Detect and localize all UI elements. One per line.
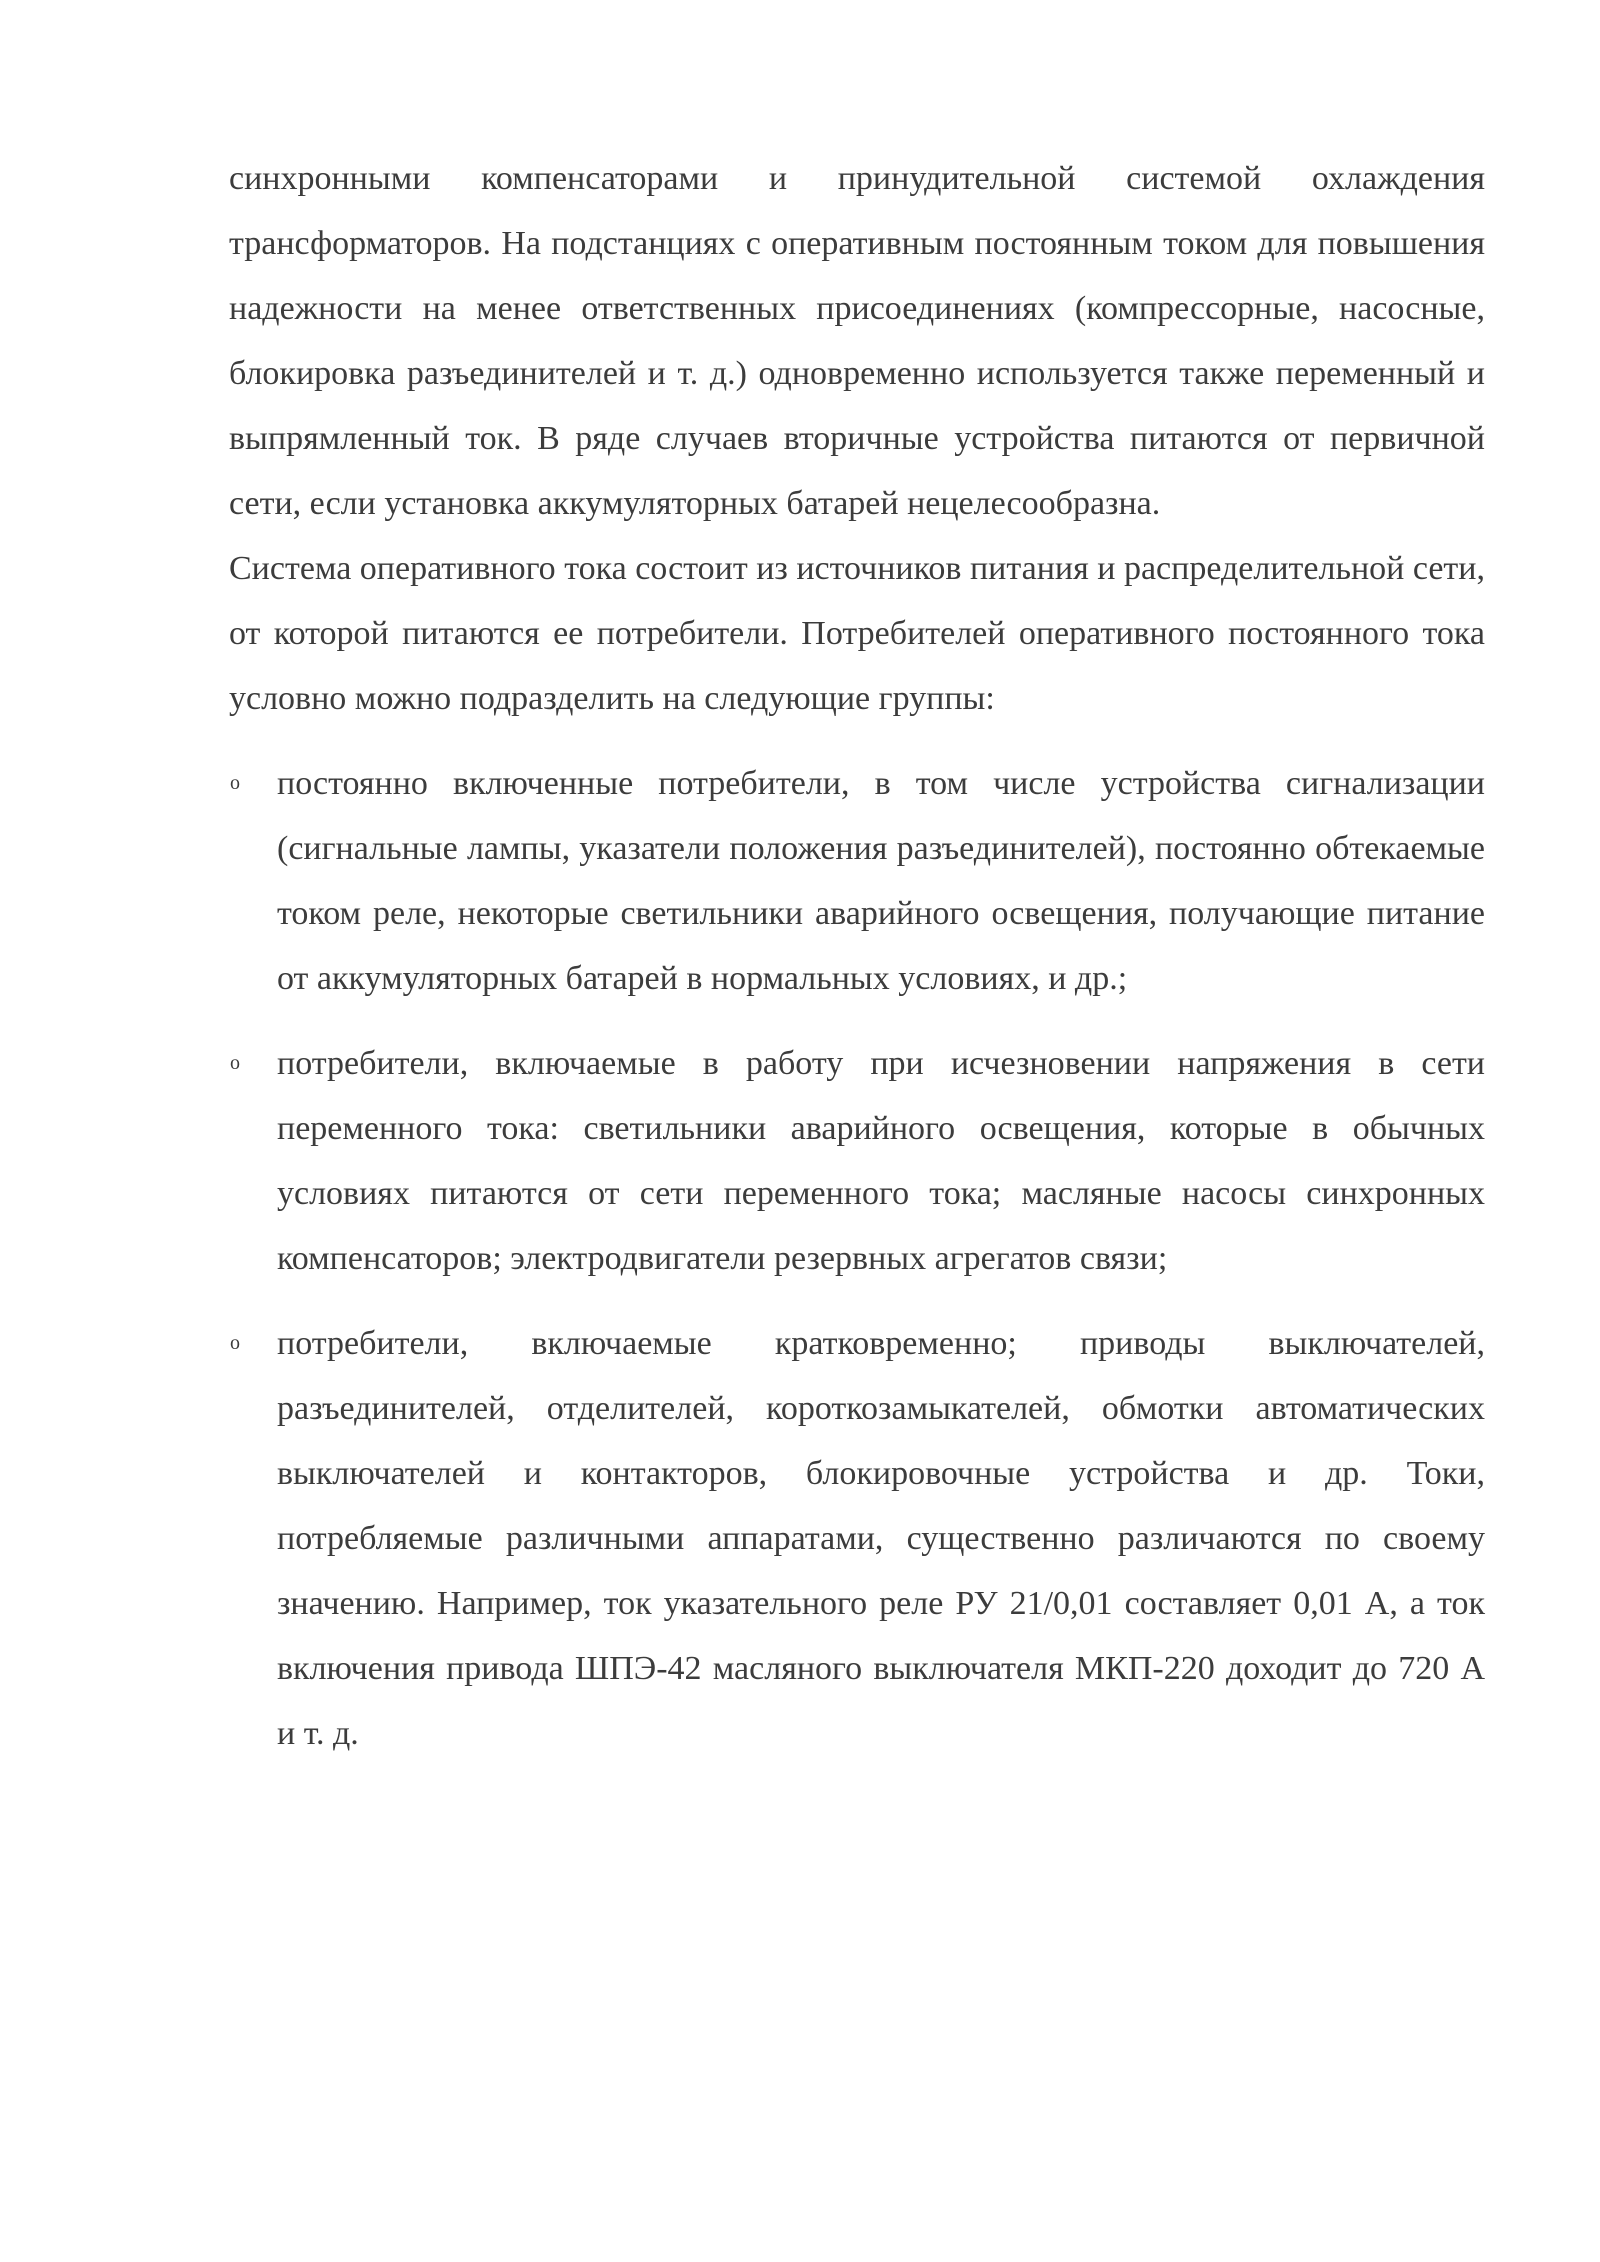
- list-item: [229, 1311, 1485, 1766]
- consumer-groups-list: [229, 751, 1485, 1766]
- paragraph-2: Система оперативного тока состоит из источников питания и распределительной сети, от которой питаются ее потребители. Потребителей оперативного постоянного тока условно можно подразделить на следующие группы:: [229, 550, 1485, 717]
- list-item-text: потребители, включаемые в работу при исчезновении напряжения в сети переменного тока: светильники аварийного освещения, которые в обычных условиях питаются от сети переменного тока; масляные насосы синхронных компенсаторов; электродвигатели резервных агрегатов связи;: [277, 1045, 1485, 1277]
- paragraph-1: синхронными компенсаторами и принудительной системой охлаждения трансформаторов. На подстанциях с оперативным постоянным током для повышения надежности на менее ответственных присоединениях (компрессорные, насосные, блокировка разъединителей и т. д.) одновременно используется также переменный и выпрямленный ток. В ряде случаев вторичные устройства питаются от первичной сети, если установка аккумуляторных батарей нецелесообразна.: [229, 160, 1485, 522]
- bullet-circle-icon: o: [230, 1052, 240, 1074]
- list-item-text: постоянно включенные потребители, в том числе устройства сигнализации (сигнальные лампы, указатели положения разъединителей), постоянно обтекаемые током реле, некоторые светильники аварийного освещения, получающие питание от аккумуляторных батарей в нормальных условиях, и др.;: [277, 765, 1485, 997]
- bullet-circle-icon: o: [230, 772, 240, 794]
- list-item: [229, 1031, 1485, 1291]
- bullet-circle-icon: o: [230, 1332, 240, 1354]
- list-item-text: потребители, включаемые кратковременно; приводы выключателей, разъединителей, отделителей, короткозамыкателей, обмотки автоматических выключателей и контакторов, блокировочные устройства и др. Токи, потребляемые различными аппаратами, существенно различаются по своему значению. Например, ток указательного реле РУ 21/0,01 составляет 0,01 А, а ток включения привода ШПЭ-42 масляного выключателя МКП-220 доходит до 720 А и т. д.: [277, 1325, 1485, 1752]
- list-item: [229, 751, 1485, 1011]
- document-body: [229, 146, 1485, 1786]
